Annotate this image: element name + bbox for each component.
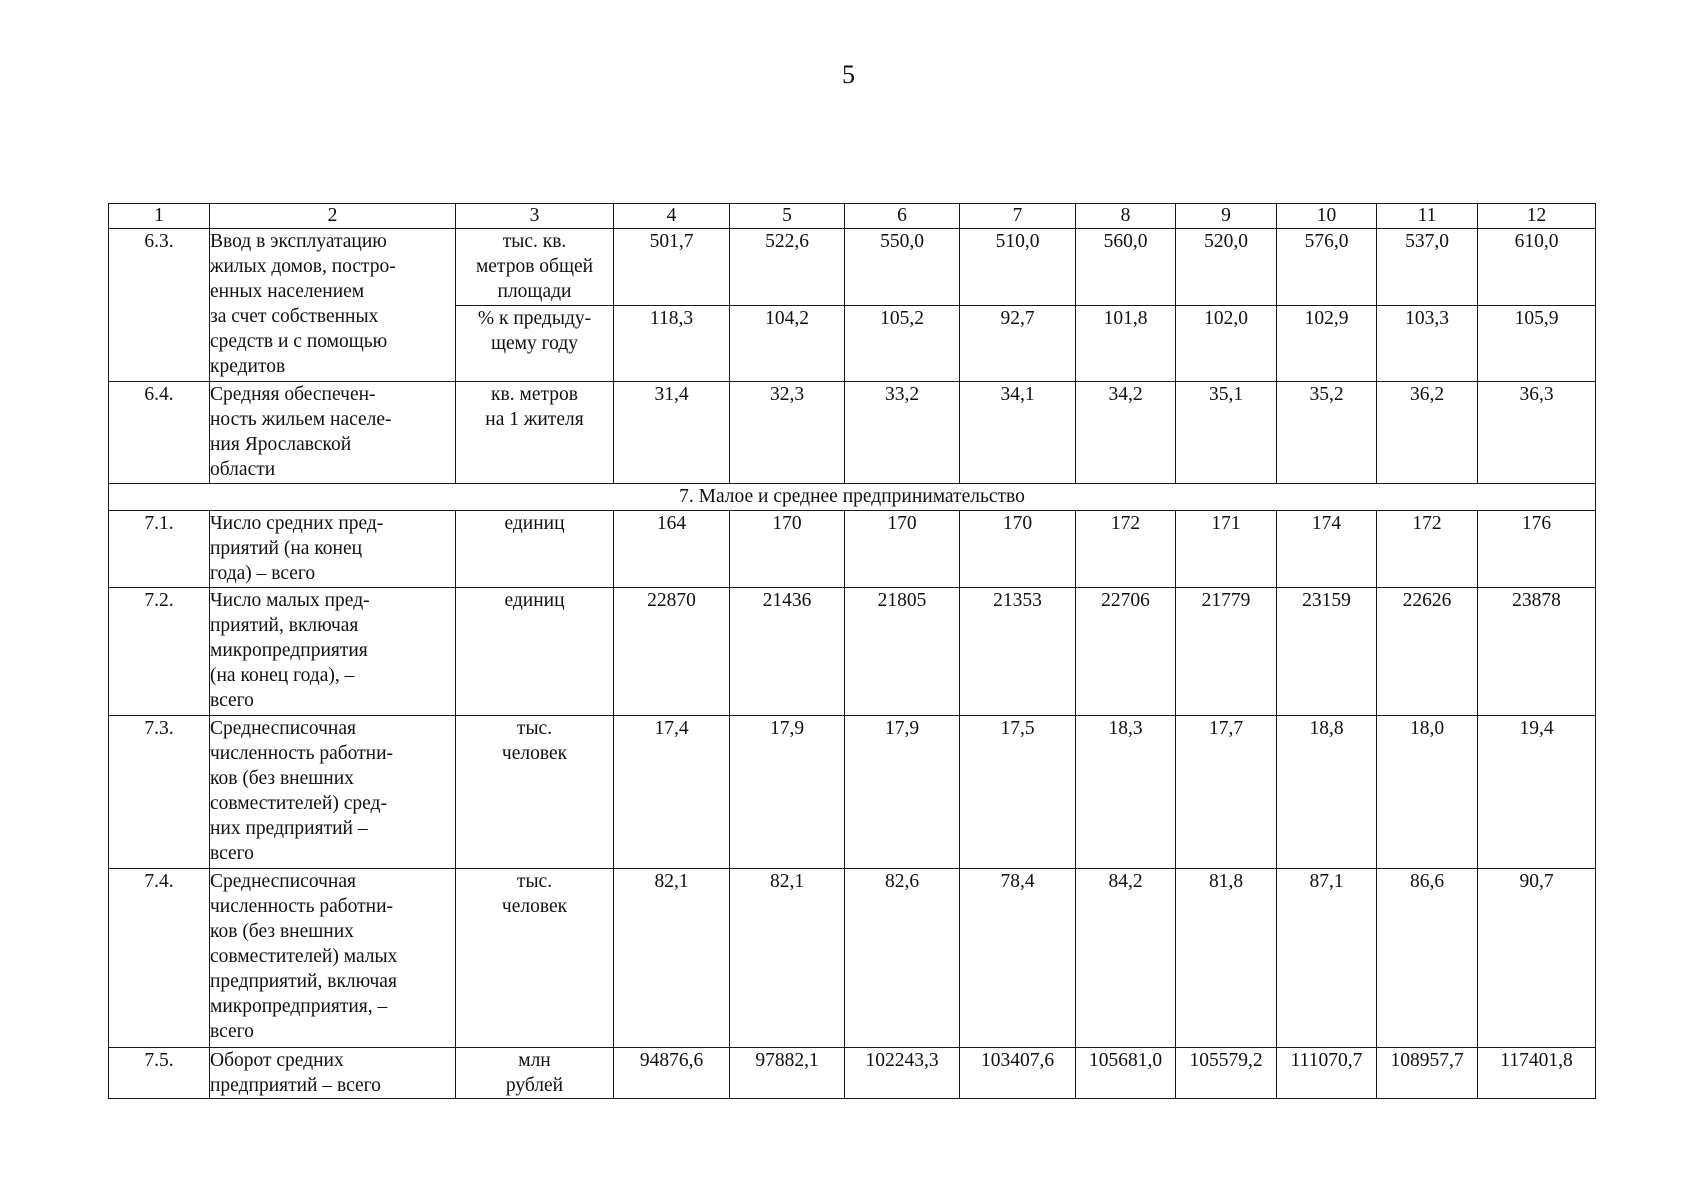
value-cell: 17,7	[1176, 716, 1277, 869]
indicator-name-line: жилых домов, постро-	[210, 256, 396, 277]
table-row	[109, 588, 1596, 716]
indicator-name-line: всего	[210, 1021, 254, 1042]
col-num-header: 8	[1076, 204, 1176, 229]
unit-line: человек	[501, 896, 568, 917]
value-cell: 90,7	[1478, 869, 1596, 1048]
indicator-name-line: численность работни-	[210, 896, 394, 917]
value-cell: 170	[960, 511, 1076, 588]
value-cell: 82,6	[845, 869, 960, 1048]
value-cell: 35,2	[1277, 382, 1377, 484]
unit-line: щему году	[490, 333, 578, 354]
indicator-name-line: года) – всего	[210, 563, 316, 584]
unit-line: % к предыду-	[477, 308, 592, 329]
value-cell: 102243,3	[845, 1048, 960, 1099]
value-cell: 105,2	[845, 306, 960, 382]
value-cell: 170	[730, 511, 845, 588]
value-cell: 21779	[1176, 588, 1277, 716]
value-cell: 105,9	[1478, 306, 1596, 382]
indicator-name-line: совместителей) малых	[210, 946, 398, 967]
unit-cell	[456, 511, 614, 588]
indicator-name	[210, 869, 456, 1048]
col-num-header: 1	[109, 204, 210, 229]
value-cell: 172	[1076, 511, 1176, 588]
value-cell: 171	[1176, 511, 1277, 588]
value-cell: 111070,7	[1277, 1048, 1377, 1099]
value-cell: 17,4	[614, 716, 730, 869]
unit-line: человек	[501, 743, 568, 764]
unit-line: тыс.	[516, 871, 553, 892]
col-num-header: 3	[456, 204, 614, 229]
col-num-header: 4	[614, 204, 730, 229]
value-cell: 87,1	[1277, 869, 1377, 1048]
value-cell: 84,2	[1076, 869, 1176, 1048]
value-cell: 18,0	[1377, 716, 1478, 869]
unit-cell	[456, 869, 614, 1048]
value-cell: 510,0	[960, 229, 1076, 306]
value-cell: 33,2	[845, 382, 960, 484]
indicator-name-line: кредитов	[210, 356, 286, 377]
value-cell: 172	[1377, 511, 1478, 588]
unit-cell	[456, 382, 614, 484]
value-cell: 19,4	[1478, 716, 1596, 869]
col-num-header: 12	[1478, 204, 1596, 229]
indicator-name-line: Среднесписочная	[210, 871, 356, 892]
indicators-table	[108, 203, 1596, 1099]
value-cell: 103407,6	[960, 1048, 1076, 1099]
unit-cell	[456, 1048, 614, 1099]
indicator-name	[210, 229, 456, 382]
table-row	[109, 716, 1596, 869]
unit-line: тыс.	[516, 718, 553, 739]
value-cell: 35,1	[1176, 382, 1277, 484]
unit-line: рублей	[505, 1075, 564, 1096]
indicator-name	[210, 588, 456, 716]
value-cell: 22870	[614, 588, 730, 716]
indicator-name-line: области	[210, 459, 276, 480]
value-cell: 21805	[845, 588, 960, 716]
value-cell: 78,4	[960, 869, 1076, 1048]
indicator-name-line: микропредприятия, –	[210, 996, 388, 1017]
value-cell: 22706	[1076, 588, 1176, 716]
indicator-name-line: (на конец года), –	[210, 665, 355, 686]
col-num-header: 11	[1377, 204, 1478, 229]
indicator-name-line: ния Ярославской	[210, 434, 352, 455]
value-cell: 17,9	[845, 716, 960, 869]
value-cell: 22626	[1377, 588, 1478, 716]
value-cell: 23159	[1277, 588, 1377, 716]
value-cell: 92,7	[960, 306, 1076, 382]
indicator-name	[210, 1048, 456, 1099]
value-cell: 537,0	[1377, 229, 1478, 306]
section-title: 7. Малое и среднее предпринимательство	[109, 484, 1596, 511]
section-row	[109, 484, 1596, 511]
value-cell: 501,7	[614, 229, 730, 306]
col-num-header: 2	[210, 204, 456, 229]
unit-cell	[456, 588, 614, 716]
unit-line: на 1 жителя	[485, 409, 584, 430]
value-cell: 118,3	[614, 306, 730, 382]
indicator-name-line: Число средних пред-	[210, 513, 384, 534]
value-cell: 176	[1478, 511, 1596, 588]
value-cell: 117401,8	[1478, 1048, 1596, 1099]
indicator-name-line: ность жильем населе-	[210, 409, 392, 430]
value-cell: 32,3	[730, 382, 845, 484]
indicator-name-line: енных населением	[210, 281, 365, 302]
indicator-name-line: приятий (на конец	[210, 538, 363, 559]
value-cell: 174	[1277, 511, 1377, 588]
indicator-name-line: ков (без внешних	[210, 921, 354, 942]
col-num-header: 5	[730, 204, 845, 229]
value-cell: 102,9	[1277, 306, 1377, 382]
value-cell: 522,6	[730, 229, 845, 306]
value-cell: 164	[614, 511, 730, 588]
value-cell: 34,2	[1076, 382, 1176, 484]
value-cell: 81,8	[1176, 869, 1277, 1048]
table-row	[109, 1048, 1596, 1099]
unit-line: млн	[518, 1050, 551, 1071]
indicator-name-line: Оборот средних	[210, 1050, 344, 1071]
value-cell: 17,9	[730, 716, 845, 869]
unit-cell	[456, 306, 614, 382]
indicator-name-line: предприятий – всего	[210, 1075, 381, 1096]
value-cell: 82,1	[614, 869, 730, 1048]
page-number: 5	[842, 60, 855, 89]
indicator-name-line: всего	[210, 843, 254, 864]
value-cell: 23878	[1478, 588, 1596, 716]
unit-cell	[456, 716, 614, 869]
unit-line: единиц	[504, 590, 565, 611]
indicator-name-line: Ввод в эксплуатацию	[210, 231, 387, 252]
indicator-name-line: микропредприятия	[210, 640, 368, 661]
indicator-name-line: Среднесписочная	[210, 718, 356, 739]
table-row	[109, 382, 1596, 484]
value-cell: 560,0	[1076, 229, 1176, 306]
indicator-name-line: Средняя обеспечен-	[210, 384, 376, 405]
row-number: 7.2.	[109, 588, 210, 716]
row-number: 6.4.	[109, 382, 210, 484]
table-row	[109, 229, 1596, 306]
col-num-header: 9	[1176, 204, 1277, 229]
value-cell: 31,4	[614, 382, 730, 484]
indicator-name	[210, 511, 456, 588]
value-cell: 108957,7	[1377, 1048, 1478, 1099]
col-num-header: 7	[960, 204, 1076, 229]
value-cell: 34,1	[960, 382, 1076, 484]
indicator-name-line: Число малых пред-	[210, 590, 370, 611]
unit-line: единиц	[504, 513, 565, 534]
value-cell: 18,3	[1076, 716, 1176, 869]
value-cell: 550,0	[845, 229, 960, 306]
col-num-header: 10	[1277, 204, 1377, 229]
value-cell: 21436	[730, 588, 845, 716]
indicator-name-line: всего	[210, 690, 254, 711]
indicator-name	[210, 382, 456, 484]
value-cell: 97882,1	[730, 1048, 845, 1099]
value-cell: 36,3	[1478, 382, 1596, 484]
indicator-name-line: предприятий, включая	[210, 971, 397, 992]
unit-line: тыс. кв.	[502, 231, 567, 252]
value-cell: 102,0	[1176, 306, 1277, 382]
unit-cell	[456, 229, 614, 306]
indicator-name-line: средств и с помощью	[210, 331, 388, 352]
value-cell: 520,0	[1176, 229, 1277, 306]
unit-line: кв. метров	[491, 384, 578, 405]
indicator-name-line: них предприятий –	[210, 818, 368, 839]
value-cell: 101,8	[1076, 306, 1176, 382]
value-cell: 82,1	[730, 869, 845, 1048]
table-row	[109, 869, 1596, 1048]
value-cell: 94876,6	[614, 1048, 730, 1099]
unit-line: метров общей	[475, 256, 594, 277]
value-cell: 104,2	[730, 306, 845, 382]
indicator-name-line: приятий, включая	[210, 615, 359, 636]
row-number: 7.3.	[109, 716, 210, 869]
col-num-header: 6	[845, 204, 960, 229]
value-cell: 105681,0	[1076, 1048, 1176, 1099]
row-number: 7.5.	[109, 1048, 210, 1099]
value-cell: 21353	[960, 588, 1076, 716]
row-number: 7.1.	[109, 511, 210, 588]
value-cell: 103,3	[1377, 306, 1478, 382]
unit-line: площади	[497, 281, 572, 302]
indicator-name-line: ков (без внешних	[210, 768, 354, 789]
row-number: 7.4.	[109, 869, 210, 1048]
indicator-name-line: совместителей) сред-	[210, 793, 387, 814]
value-cell: 105579,2	[1176, 1048, 1277, 1099]
value-cell: 610,0	[1478, 229, 1596, 306]
value-cell: 18,8	[1277, 716, 1377, 869]
value-cell: 17,5	[960, 716, 1076, 869]
value-cell: 36,2	[1377, 382, 1478, 484]
value-cell: 170	[845, 511, 960, 588]
indicator-name-line: численность работни-	[210, 743, 394, 764]
table-row	[109, 511, 1596, 588]
row-number: 6.3.	[109, 229, 210, 382]
value-cell: 576,0	[1277, 229, 1377, 306]
value-cell: 86,6	[1377, 869, 1478, 1048]
indicator-name	[210, 716, 456, 869]
indicator-name-line: за счет собственных	[210, 306, 379, 327]
column-number-row	[109, 204, 1596, 229]
